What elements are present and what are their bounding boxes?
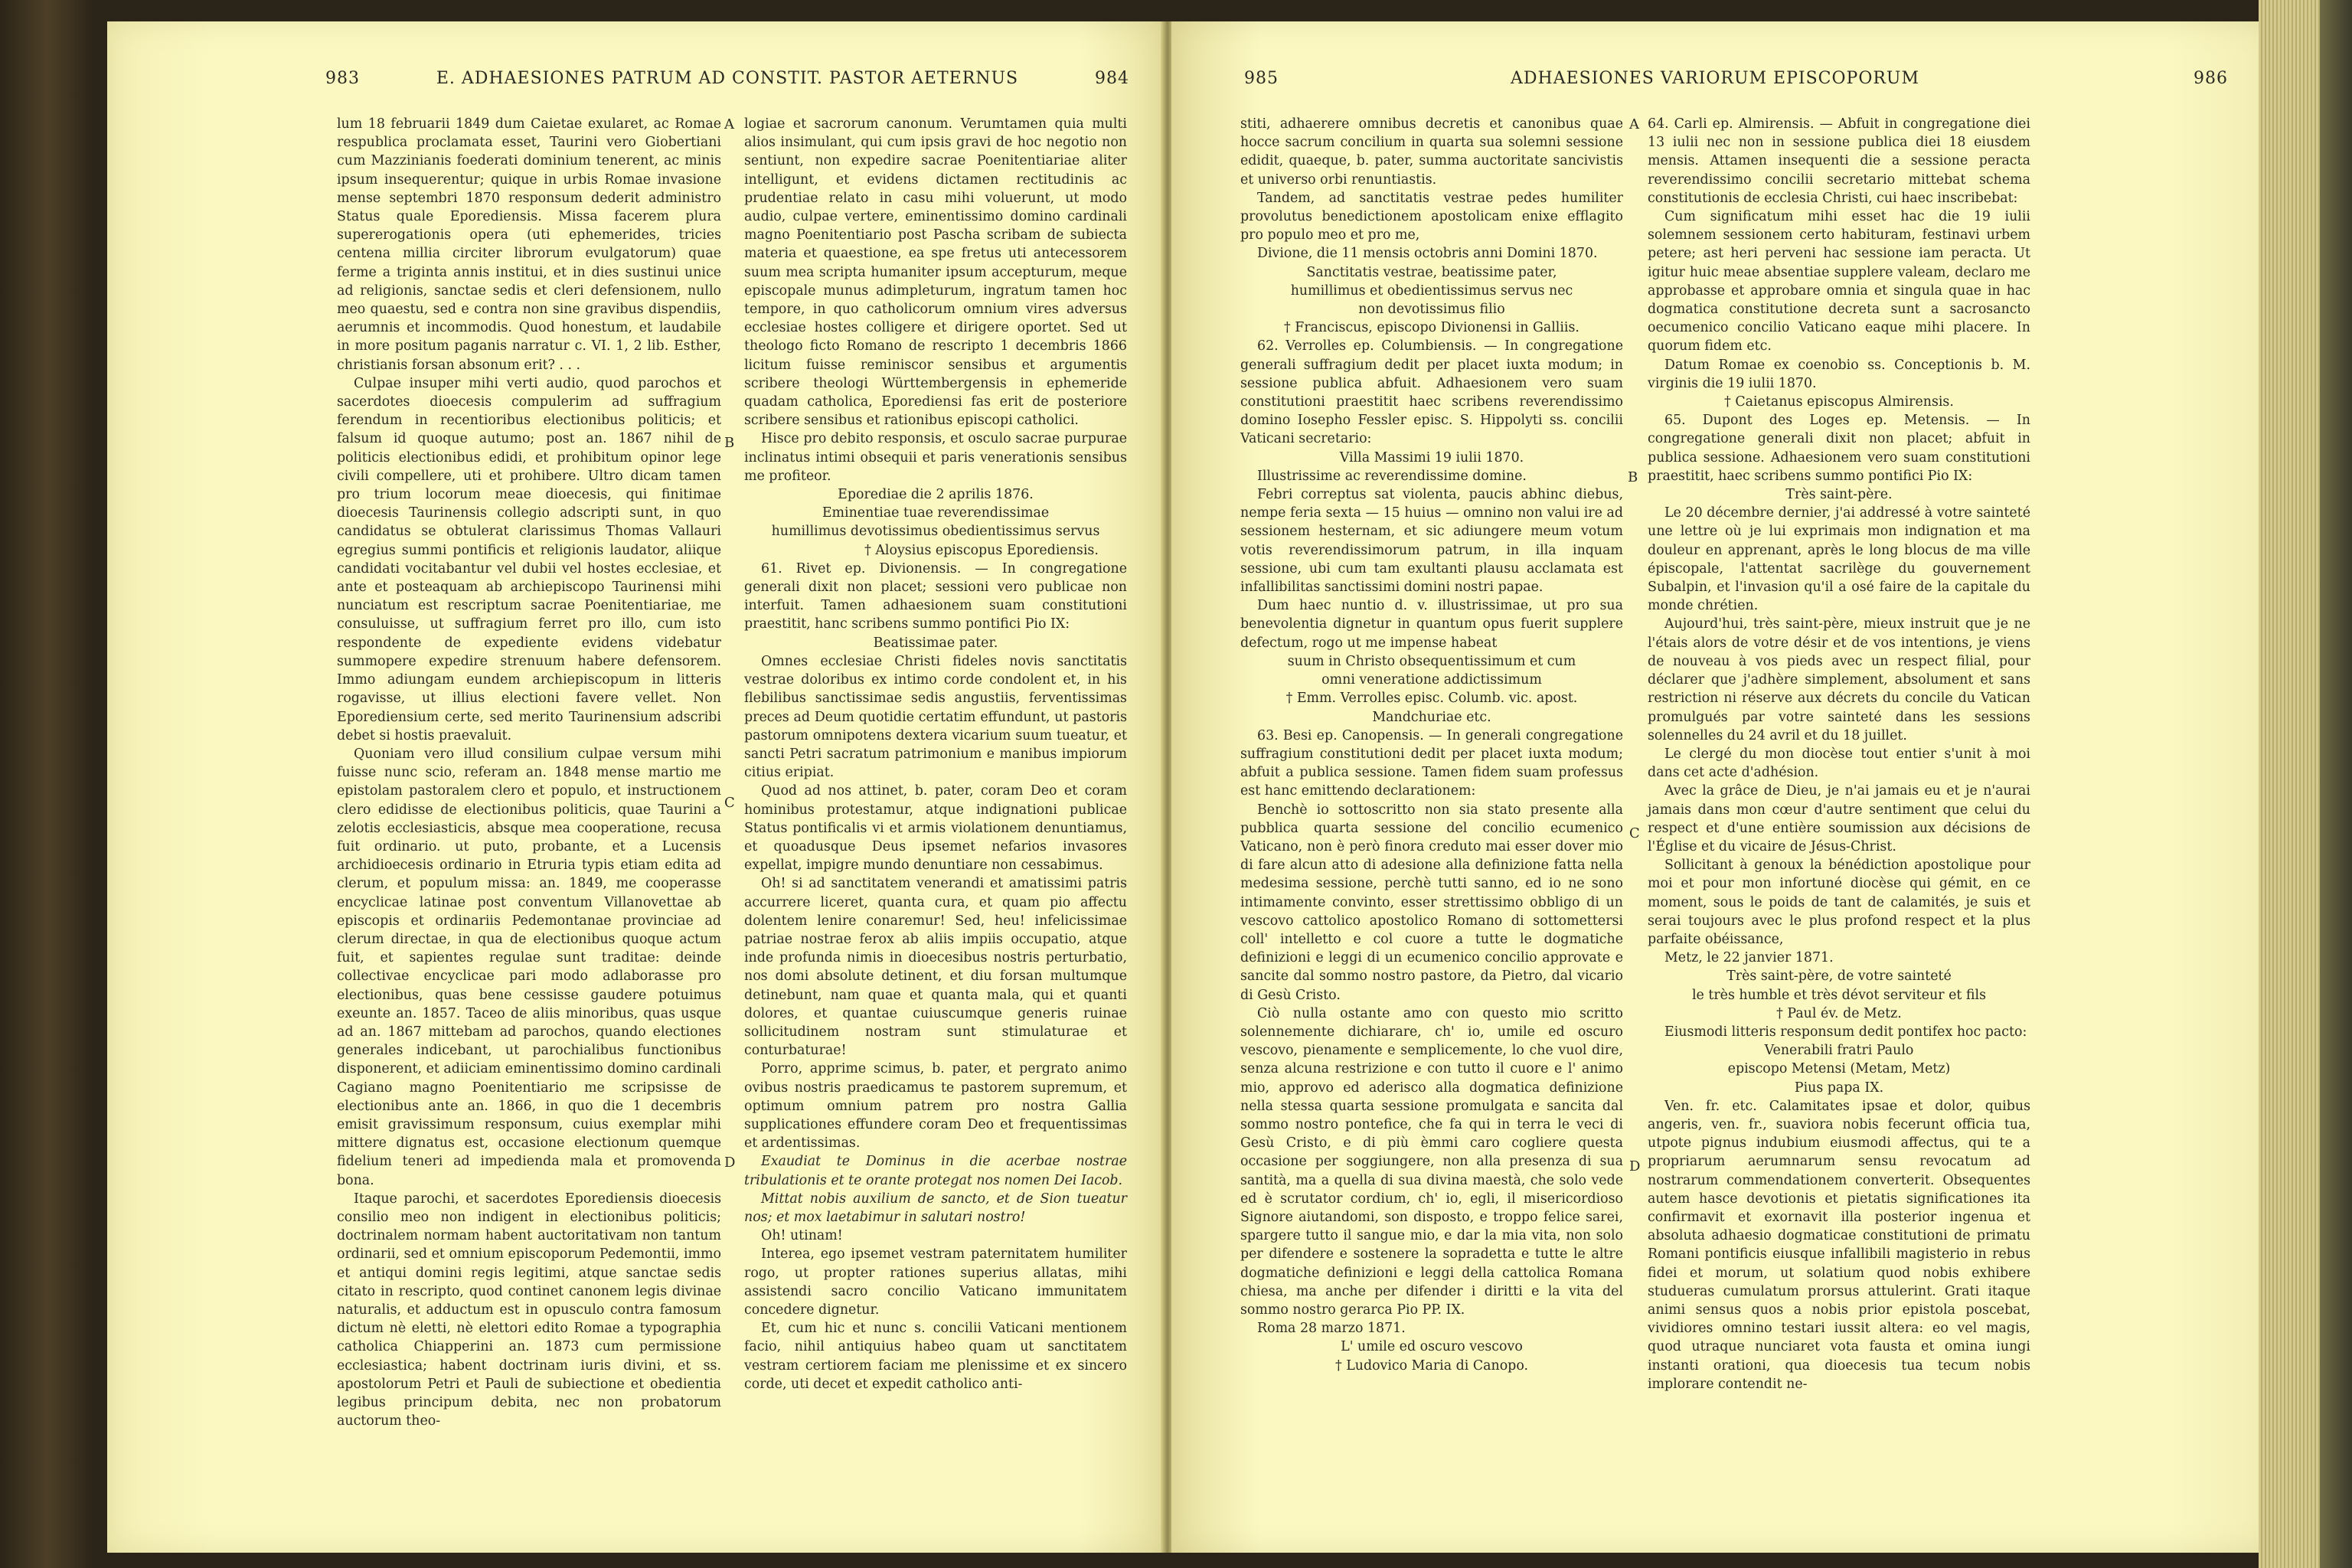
section-64: 64. Carli ep. Almirensis. — Abfuit in congregatione diei 13 iulii nec non in sessione publica diei 18 eiusdem mensis. Attamen insequenti die a sessione peracta reverendissimo concilii secretario mittebat schema constitutionis de ecclesia Christi, cui haec inscribebat: xyxy=(1648,116,2030,206)
paragraph: Interea, ego ipsemet vestram paternitatem humiliter rogo, ut propter rationes superius allatas, mihi assistendi sacro concilio Vaticano immunitatem concedere dignetur. xyxy=(744,1246,1127,1318)
paragraph: Oh! utinam! xyxy=(761,1228,843,1244)
paragraph: Febri correptus sat violenta, paucis abhinc diebus, nempe feria sexta — 15 huius — omnino non valui ire ad sessionem hesternam, et sic adiungere meum votum votis reverendissimorum patrum, in illa inquam sessione, ubi cum tam exultanti plausu acclamata est infallibilitas sanctissimi domini nostri papae. xyxy=(1240,487,1623,596)
book-cover-edge xyxy=(2320,0,2352,1568)
paragraph: Sollicitant à genoux la bénédiction apostolique pour moi et pour mon infortuné diocèse qui gémit, en ce moment, sous le poids de tant de calamités, je suis et serai toujours avec le plus profond respect et la plus parfaite obéissance, xyxy=(1648,858,2030,947)
paragraph: Dum haec nuntio d. v. illustrissimae, ut pro sua benevolentia dignetur in quantum opus fuerit supplere defectum, rogo ut me impense habeat xyxy=(1240,598,1623,651)
salutation-line: non devotissimus filio xyxy=(1358,302,1505,318)
margin-marker-d: D xyxy=(1629,1158,1641,1174)
closing-line: suum in Christo obsequentissimum et cum xyxy=(1287,653,1576,669)
paragraph: Avec la grâce de Dieu, je n'ai jamais eu et je n'aurai jamais dans mon cœur d'autre sentiment que celui du respect et d'une entière soumission aux décisions de l'Église et du vicaire de Jésus-Christ. xyxy=(1648,783,2030,854)
signature-line: † Franciscus, episcopo Divionensi in Galliis. xyxy=(1284,320,1579,336)
paragraph: Le 20 décembre dernier, j'ai addressé à votre sainteté une lettre où je lui exprimais mon indignation et ma douleur en apprenant, après le long blocus de ma ville épiscopale, l'attentat sacrilège du gouvernement Subalpin, et l'invasion qu'il a osé faire de la capitale du monde chrétien. xyxy=(1648,505,2030,614)
right-column-2 xyxy=(1648,115,2030,1393)
paragraph: Itaque parochi, et sacerdotes Eporediensis dioecesis consilio meo non indigent in electionibus politicis; doctrinalem normam habent auctoritativam non tantum ordinarii, sed et omnium episcoporum Pedemontii, immo et antiqui domini regis legitimi, atque sanctae sedis citato in rescripto, quod continet canonem legis divinae naturalis, et adductum est in opusculo contra famosum dictum nè eletti, nè elettori edito Romae a typographia catholica Chiapperini an. 1873 cum permissione ecclesiastica; habent doctrinam iuris divini, et ss. apostolorum Petri et Pauli de subiectione et obedientia legibus principum debita, nec non probatorum auctorum theo- xyxy=(337,1191,721,1429)
address-line: Pius papa IX. xyxy=(1794,1080,1884,1096)
signature-line: Mandchuriae etc. xyxy=(1372,709,1491,725)
paragraph: Aujourd'hui, très saint-père, mieux instruit que je ne l'étais alors de votre désir et de vos intentions, je viens de nouveau à vos pieds avec un respect filial, pour déclarer que j'adhère simplement, absolument et sans restriction ni réserve aux décrets du concile du Vatican promulgués par votre sainteté dans les sessions solennelles du 24 avril et du 18 juillet. xyxy=(1648,616,2030,743)
left-page xyxy=(107,21,1164,1553)
left-running-head xyxy=(325,69,1148,100)
paragraph: Eiusmodi litteris responsum dedit pontifex hoc pacto: xyxy=(1664,1024,2027,1040)
paragraph: Quod ad nos attinet, b. pater, coram Deo et coram hominibus protestamur, atque indignationi publicae Status pontificalis vi et armis violationem denuntiamus, et quoadusque Deus ipsemet nefarios invasores expellat, impigre mundo denuntiare non cessabimus. xyxy=(744,783,1127,874)
signature-line: L' umile ed oscuro vescovo xyxy=(1341,1339,1523,1355)
closing-line: omni veneratione addictissimum xyxy=(1321,672,1542,688)
section-62: 62. Verrolles ep. Columbiensis. — In congregatione generali suffragium dedit per placet iuxta modum; in sessione publica abfuit. Adhaesionem vero suam constitutioni praestitit haec scribens reverendissimo domino Iosepho Fessler episc. S. Hippolyti ss. concilii Vaticani secretario: xyxy=(1240,338,1623,447)
section-61: 61. Rivet ep. Divionensis. — In congregatione generali dixit non placet; sessioni vero publicae non interfuit. Tamen adhaesionem suam constitutioni praestitit, hanc scribens summo pontifici Pio IX: xyxy=(744,560,1127,632)
paragraph: Et, cum hic et nunc s. concilii Vaticani mentionem facio, nihil antiquius habeo quam ut sanctitatem vestram certiorem faciam me plenissime et ex sincero corde, uti decet et expedit catholico anti- xyxy=(744,1321,1127,1392)
paragraph: Ven. fr. etc. Calamitates ipsae et dolor, quibus angeris, ven. fr., suaviora nobis fecerunt officia tua, utpote pignus indubium eiusmodi affectus, qui te a propriarum aerumnarum sensu revocatum ad nostrarum commendationem converterit. Obsequentes autem hasce devotionis et pietatis significationes ita confirmavit et exornavit illa posterior ingenua et absoluta adhaesio dogmaticae constitutioni de primatu Romani pontificis eiusque infallibili magisterio in rebus fidei et morum, ut solatium quod nobis exhibere studueras cumulatum prorsus attulerint. Grati itaque animi sensus quos a nobis prior epistola poscebat, vividiores omnino testari iussit altera: eo vel magis, quod utraque nunciaret vota fausta et omina iungi instanti orationi, qua dioecesis tua tecum nobis implorare contendit ne- xyxy=(1648,1098,2030,1392)
paragraph: Mittat nobis auxilium de sancto, et de Sion tueatur nos; et mox laetabimur in salutari nostro! xyxy=(744,1191,1127,1225)
salutation-line: humillimus et obedientissimus servus nec xyxy=(1290,283,1573,299)
signature-line: † Emm. Verrolles episc. Columb. vic. apost. xyxy=(1285,691,1578,707)
page-number-984: 984 xyxy=(1095,69,1129,88)
paragraph: Oh! si ad sanctitatem venerandi et amatissimi patris accurrere liceret, quanta cura, et quam pio affectu dolentem lenire conaremur! Sed, heu! infelicissimae patriae nostrae ferox ab aliis impiis occupatio, atque inde profunda nimis in dioecesibus nostris perturbatio, nos domi absolute detinent, et diu forsan multumque detinebunt, nam quae et quanta mala, qui et quanti dolores, et quantae cuiuscumque generis ruinae sollicitudinem nostram sunt stimulaturae et conturbaturae! xyxy=(744,876,1127,1059)
margin-marker-a: A xyxy=(1629,116,1639,132)
date-line: Metz, le 22 janvier 1871. xyxy=(1664,950,1834,966)
page-number-985: 985 xyxy=(1244,69,1279,88)
right-page xyxy=(1171,21,2282,1553)
page-number-983: 983 xyxy=(325,69,360,88)
paragraph: Culpae insuper mihi verti audio, quod parochos et sacerdotes dioecesis compulerim ad suffragium ferendum in recentioribus electionibus politicis; et falsum id quoque autumo; post an. 1867 nihil de politicis electionibus edidi, et prohibitum opinor lege civili compellere, uti et prohibere. Ultro dicam tamen pro trium locorum meae dioecesis, qui finitimae dioecesis Taurinensis collegio adscripti sunt, in quo candidatus se obtulerat clarissimus Thomas Vallauri egregius summi pontificis et religionis laudator, aliique candidati vocitabantur vel dubii vel hostes ecclesiae, et ante et posteaquam ab archiepiscopo Taurinensi mihi nunciatum est rescriptum sacrae Poenitentiariae, me consuluisse, ut suffragium ferret pro illo, cum isto respondente de expediente evidens videbatur summopere expedire strenuum habere defensorem. Immo adiungam eundem archiepiscopum in litteris rogavisse, ut illius electioni favere vellet. Non Eporediensium certe, sed merito Taurinensium adscribi debet si hostis praevaluit. xyxy=(337,375,721,743)
paragraph: Hisce pro debito responsis, et osculo sacrae purpurae inclinatus intimi obsequii et paris venerationis sensibus me profiteor. xyxy=(744,431,1127,484)
signature-line: † Caietanus episcopus Almirensis. xyxy=(1724,394,1954,410)
date-line: Divione, die 11 mensis octobris anni Domini 1870. xyxy=(1257,246,1598,262)
section-65: 65. Dupont des Loges ep. Metensis. — In congregatione generali dixit non placet; abfuit in publica sessione. Adhaesionem vero suam constitutioni praestitit, haec scribens summo pontifici Pio IX: xyxy=(1648,413,2030,484)
address-line: episcopo Metensi (Metam, Metz) xyxy=(1727,1061,1951,1077)
paragraph: Exaudiat te Dominus in die acerbae nostrae tribulationis et te orante protegat nos nomen Dei Iacob. xyxy=(744,1154,1127,1188)
paragraph: logiae et sacrorum canonum. Verumtamen quia multi alios insimulant, qui cum ipsis gravi de hoc negotio non sentiunt, non expedire sacrae Poenitentiariae aliter intelligunt, et evidens dictamen rectitudinis ac prudentiae relato in casu mihi voluerunt, ut modo audio, culpae vertere, eminentissimo domino cardinali magno Poenitentiario post Pascha scribam de subiecta materia et quaestione, ea spe fretus uti antecessorem suum mea scripta humaniter ipsum accepturum, meque episcopale munus adimpleturum, ingratum tamen hoc tempore, in quo catholicorum omnium vires adversus ecclesiae hostes colligere et dirigere oportet. Sed ut theologo ficto Romano de rescripto 1 decembris 1866 licitum fuisse reminiscor sensibus et argumentis scribere theologi Württembergensis in ephemeride quadam catholica, Eporediensi fas erit de posteriore scribere sensibus et rationibus episcopi catholici. xyxy=(744,116,1127,429)
address-line: Illustrissime ac reverendissime domine. xyxy=(1257,468,1527,484)
margin-marker-c: C xyxy=(1629,825,1640,841)
date-line: Eporediae die 2 aprilis 1876. xyxy=(838,487,1034,503)
paragraph: Cum significatum mihi esset hac die 19 iulii solemnem sessionem certo habituram, festinavi urbem petere; ast heri perveni hac sessione iam peracta. Ut igitur huic meae absentiae supplere valeam, declaro me approbasse et approbare omnia et singula quae in hac dogmatica constitutione decreta sunt a sacrosancto oecumenico concilio Vaticano eaque mihi placere. In quorum fidem etc. xyxy=(1648,209,2030,354)
section-63: 63. Besi ep. Canopensis. — In generali congregatione suffragium constitutioni dedit per placet iuxta modum; abfuit a publica sessione. Tamen fidem suam professus est hanc emittendo declarationem: xyxy=(1240,727,1623,799)
signature-line: † Paul év. de Metz. xyxy=(1776,1005,1902,1021)
closing-line: le très humble et très dévot serviteur et fils xyxy=(1691,987,1987,1003)
address-line: Beatissimae pater. xyxy=(873,635,998,651)
date-line: Roma 28 marzo 1871. xyxy=(1257,1321,1406,1337)
address-line: Venerabili fratri Paulo xyxy=(1764,1043,1914,1059)
salutation-line: Sanctitatis vestrae, beatissime pater, xyxy=(1306,264,1557,280)
signature-line: † Ludovico Maria di Canopo. xyxy=(1334,1357,1529,1374)
salutation-line: Eminentiae tuae reverendissimae xyxy=(822,505,1050,521)
margin-marker-a: A xyxy=(724,116,734,132)
paragraph: Benchè io sottoscritto non sia stato presente alla pubblica quarta sessione del concilio ecumenico Vaticano, non è però finora creduto mai esser dover mio di fare alcun atto di adesione alla definizione fatta nella medesima sessione, perchè tutti sanno, ed io ne sono intimamente convinto, esser strettissimo obbligo di un vescovo cattolico apostolico Romano di sottomettersi coll' intelletto e col cuore a tutte le dogmatiche definizioni e leggi di un ecumenico concilio approvate e sancite dal sommo nostro pastore, da Pietro, dal vicario di Gesù Cristo. xyxy=(1240,802,1623,1003)
open-book xyxy=(107,21,2282,1553)
running-title: E. ADHAESIONES PATRUM AD CONSTIT. PASTOR AETERNUS xyxy=(436,69,1019,88)
margin-marker-b: B xyxy=(724,435,735,451)
margin-marker-d: D xyxy=(724,1155,736,1171)
left-column-2 xyxy=(744,115,1127,1393)
date-line: Datum Romae ex coenobio ss. Conceptionis b. M. virginis die 19 iulii 1870. xyxy=(1648,357,2030,391)
page-number-986: 986 xyxy=(2194,69,2228,88)
running-title: ADHAESIONES VARIORUM EPISCOPORUM xyxy=(1511,69,1919,88)
paragraph: Tandem, ad sanctitatis vestrae pedes humiliter provolutus benedictionem apostolicam enixe efflagito pro populo meo et pro me, xyxy=(1240,190,1623,243)
paragraph: Omnes ecclesiae Christi fideles novis sanctitatis vestrae doloribus ex intimo corde condolent et, in his flebilibus sanctissimae sedis angustiis, ferventissimas preces ad Deum quotidie certatim effundunt, ut pastoris pastorum omnipotens dextera vicarium suum tueatur, et sancti Petri sacratum patrimonium e manibus impiorum citius eripiat. xyxy=(744,653,1127,781)
closing-line: Très saint-père, de votre sainteté xyxy=(1726,969,1952,985)
paragraph: stiti, adhaerere omnibus decretis et canonibus quae hocce sacrum concilium in quarta sua solemni sessione edidit, quaeque, b. pater, summa auctoritate sancivistis et universo orbi renuntiastis. xyxy=(1240,116,1623,188)
salutation-line: humillimus devotissimus obedientissimus servus xyxy=(771,524,1100,540)
paragraph: lum 18 februarii 1849 dum Caietae exularet, ac Romae respublica proclamata esset, Taurini vero Giobertiani cum Mazzinianis foederati dominium tenerent, ac minis ipsum insequerentur; quique in urbis Romae invasione mense septembri 1870 responsum dederit administro Status quale Eporediensis. Missa facerem plura supererogationis opera (uti ephemerides, tricies centena millia circiter librorum evulgatorum) quae ferme a triginta annis institui, et in dies sustinui unice ad religionis, sanctae sedis et cleri defensionem, nullo meo quaestu, sed e contra non sine gravibus dispendiis, aerumnis et incommodis. Quod honestum, et laudabile in more positum paganis narratur c. VI. 1, 2 lib. Esther, christianis forsan absonum erit? . . . xyxy=(337,116,721,373)
margin-marker-c: C xyxy=(724,795,735,811)
paragraph: Quoniam vero illud consilium culpae versum mihi fuisse nunc scio, referam an. 1848 mense martio me epistolam pastoralem clero et populo, et instructionem clero edidisse de electionibus politicis, quae Taurini a zelotis ecclesiasticis, absque mea cooperatione, recusa fuit ordinario. ut puto, probante, et a Lucensis archidioecesis ordinario in Etruria typis etiam edita ad clerum, et populum missa: an. 1849, me cooperasse encyclicae latinae post conventum Villanovettae ab episcopis et ordinariis Pedemontanae provinciae ad clerum directae, in qua de electionibus quoque actum fuit, et sapientes regulae sunt traditae: deinde collectivae encyclicae pari modo adlaborasse pro electionibus, quas bene cessisse gaudere potuimus exeunte an. 1857. Taceo de aliis minoribus, quas usque ad an. 1867 mittebam ad parochos, quando electiones generales indicebant, ut parochialibus functionibus disponerent, et adiiciam eminentissimo domino cardinali Cagiano magno Poenitentiario me scripsisse de electionibus ante an. 1866, in quo die 1 decembris emisit gravissimum responsum, cuius exemplar mihi mittere dignatus est, occasione electionum quemque fidelium teneri ad impedienda mala et promovenda bona. xyxy=(337,746,721,1188)
left-column-1 xyxy=(337,115,721,1430)
paragraph: Ciò nulla ostante amo con questo mio scritto solennemente dichiarare, ch' io, umile ed oscuro vescovo, pienamente e semplicemente, lo che vuol dire, senza alcuna restrizione e con tutto il cuore e l' animo mio, approvo ed aderisco alla dogmatica definizione nella stessa quarta sessione promulgata e sancita dal sommo nostro pontefice, che fa qui in terra le veci di Gesù Cristo, e di più èmmi caro cogliere questa occasione per soggiungere, non alla presenza di sua santità, ma a quella di sua divina maestà, che solo vede ed è scrutator cordium, ch' io, egli, il misericordioso Signore aiutandomi, son disposto, e troppo felice sarei, spargere tutto il sangue mio, e dar la mia vita, non solo per difendere e sostenere la sopradetta e tutte le altre dogmatiche definizioni e leggi della cattolica Romana chiesa, ma anche per difender i diritti e la vita del sommo nostro gerarca Pio PP. IX. xyxy=(1240,1005,1623,1318)
signature-line: † Aloysius episcopus Eporediensis. xyxy=(864,542,1099,558)
margin-marker-b: B xyxy=(1628,469,1638,485)
address-line: Très saint-père. xyxy=(1785,487,1893,503)
right-column-1 xyxy=(1240,115,1623,1375)
paragraph: Porro, apprime scimus, b. pater, et pergrato animo ovibus nostris praedicamus te pastorem supremum, et optimum omnium patrem pro nostra Gallia supplicationes effundere coram Deo et frequentissimas et ardentissimas. xyxy=(744,1061,1127,1152)
paragraph: Le clergé du mon diocèse tout entier s'unit à moi dans cet acte d'adhésion. xyxy=(1648,746,2030,781)
date-line: Villa Massimi 19 iulii 1870. xyxy=(1339,449,1524,466)
right-running-head xyxy=(1244,69,2228,100)
